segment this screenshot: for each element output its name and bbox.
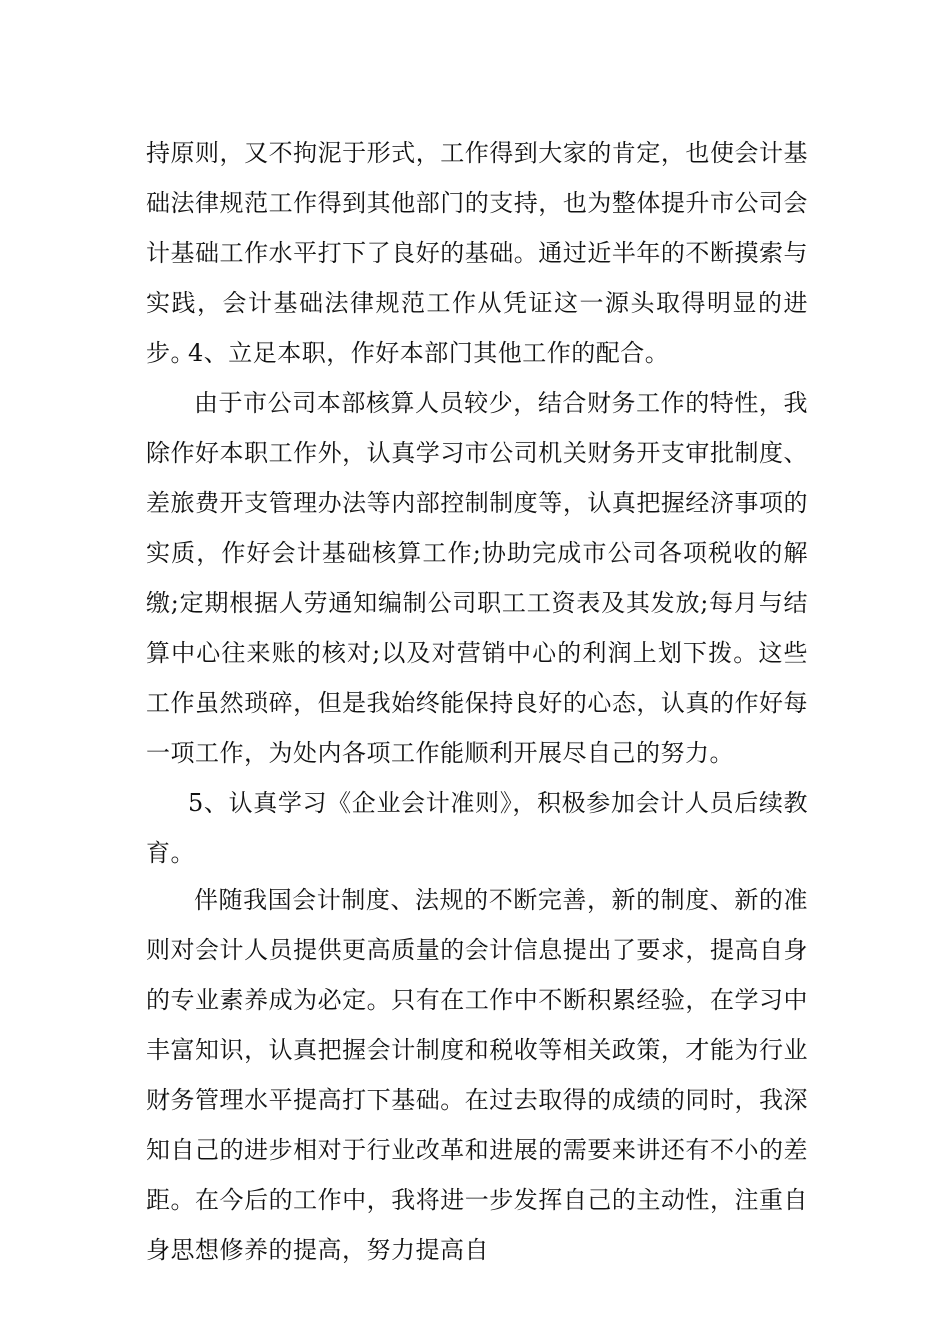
paragraph-body: 伴随我国会计制度、法规的不断完善，新的制度、新的准则对会计人员提供更高质量的会计信息提出了要求，提高自身的专业素养成为必定。只有在工作中不断积累经验，在学习中丰富知识，认真把握会计制度和税收等相关政策，才能为行业财务管理水平提高打下基础。在过去取得的成绩的同时，我深知自己的进步相对于行业改革和进展的需要来讲还有不小的差距。在今后的工作中，我将进一步发挥自己的主动性，注重自身思想修养的提高，努力提高自	[146, 886, 808, 1264]
section-heading-4: 4、立足本职，作好本部门其他工作的配合。	[188, 339, 670, 367]
paragraph-body: 由于市公司本部核算人员较少，结合财务工作的特性，我除作好本职工作外，认真学习市公司机关财务开支审批制度、差旅费开支管理办法等内部控制制度等，认真把握经济事项的实质，作好会计基础核算工作;协助完成市公司各项税收的解缴;定期根据人劳通知编制公司职工工资表及其发放;每月与结算中心往来账的核对;以及对营销中心的利润上划下拨。这些工作虽然琐碎，但是我始终能保持良好的心态，认真的作好每一项工作，为处内各项工作能顺利开展尽自己的努力。	[146, 389, 808, 767]
section-heading-5: 5、认真学习《企业会计准则》，积极参加会计人员后续教育。	[146, 789, 808, 867]
paragraph-continuation: 持原则，又不拘泥于形式，工作得到大家的肯定，也使会计基础法律规范工作得到其他部门的支持，也为整体提升市公司会计基础工作水平打下了良好的基础。通过近半年的不断摸索与实践，会计基础法律规范工作从凭证这一源头取得明显的进步。	[146, 139, 808, 367]
